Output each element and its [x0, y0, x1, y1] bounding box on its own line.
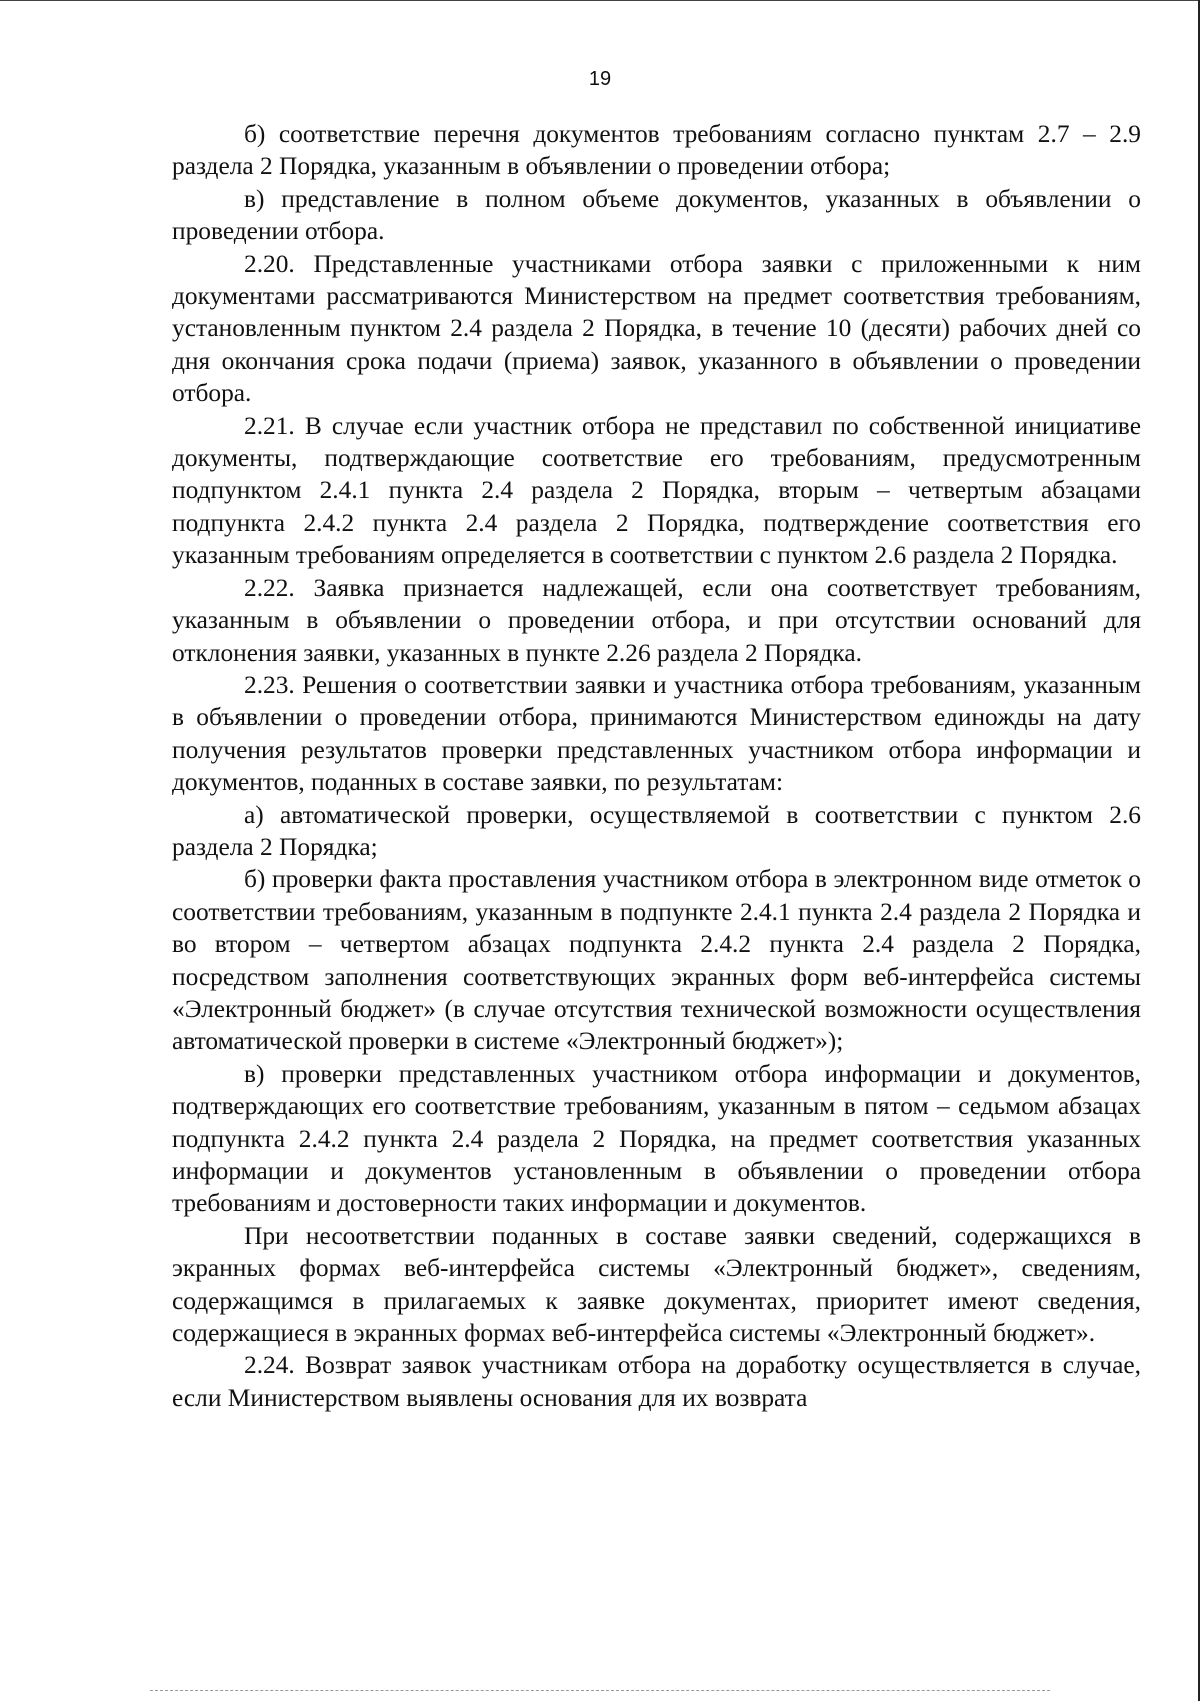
- paragraph-2-24: 2.24. Возврат заявок участникам отбора на доработку осуществляется в случае, если Министерством выявлены основания для их возврата: [172, 1351, 1141, 1412]
- paragraph-2-21: 2.21. В случае если участник отбора не представил по собственной инициативе документы, подтверждающие соответствие его требованиям, предусмотренным подпунктом 2.4.1 пункта 2.4 раздела 2 Порядка, вторым – четвертым абзацами подпункта 2.4.2 пункта 2.4 раздела 2 Порядка, подтверждение соответствия его указанным требованиям определяется в соответствии с пунктом 2.6 раздела 2 Порядка.: [172, 411, 1141, 570]
- paragraph-2-22: 2.22. Заявка признается надлежащей, если она соответствует требованиям, указанным в объявлении о проведении отбора, и при отсутствии оснований для отклонения заявки, указанных в пункте 2.26 раздела 2 Порядка.: [172, 573, 1141, 667]
- paragraph-2-23-v: в) проверки представленных участником отбора информации и документов, подтверждающих его соответствие требованиям, указанным в пятом – седьмом абзацах подпункта 2.4.2 пункта 2.4 раздела 2 Порядка, на предмет соответствия указанных информации и документов установленным в объявлении о проведении отбора требованиям и достоверности таких информации и документов.: [172, 1059, 1141, 1218]
- paragraph-priority-note: При несоответствии поданных в составе заявки сведений, содержащихся в экранных формах веб-интерфейса системы «Электронный бюджет», сведениям, содержащимся в прилагаемых к заявке документах, приоритет имеют сведения, содержащиеся в экранных формах веб-интерфейса системы «Электронный бюджет».: [172, 1221, 1141, 1348]
- paragraph-2-23-b: б) проверки факта проставления участником отбора в электронном виде отметок о соответствии требованиям, указанным в подпункте 2.4.1 пункта 2.4 раздела 2 Порядка и во втором – четвертом абзацах подпункта 2.4.2 пункта 2.4 раздела 2 Порядка, посредством заполнения соответствующих экранных форм веб-интерфейса системы «Электронный бюджет» (в случае отсутствия технической возможности осуществления автоматической проверки в системе «Электронный бюджет»);: [172, 865, 1141, 1056]
- scan-top-edge: [0, 0, 1200, 1]
- document-body: [172, 118, 1141, 1414]
- paragraph-item-v: в) представление в полном объеме документов, указанных в объявлении о проведении отбора.: [172, 184, 1141, 246]
- page-number: 19: [588, 68, 612, 90]
- paragraph-2-20: 2.20. Представленные участниками отбора заявки с приложенными к ним документами рассматриваются Министерством на предмет соответствия требованиям, установленным пунктом 2.4 раздела 2 Порядка, в течение 10 (десяти) рабочих дней со дня окончания срока подачи (приема) заявок, указанного в объявлении о проведении отбора.: [172, 249, 1141, 408]
- paragraph-2-23-a: а) автоматической проверки, осуществляемой в соответствии с пунктом 2.6 раздела 2 Порядка;: [172, 800, 1141, 861]
- paragraph-2-23: 2.23. Решения о соответствии заявки и участника отбора требованиям, указанным в объявлении о проведении отбора, принимаются Министерством единожды на дату получения результатов проверки представленных участником отбора информации и документов, поданных в составе заявки, по результатам:: [172, 670, 1141, 797]
- scan-bottom-edge: [150, 1690, 1050, 1691]
- paragraph-item-b: б) соответствие перечня документов требованиям согласно пунктам 2.7 – 2.9 раздела 2 Порядка, указанным в объявлении о проведении отбора;: [172, 120, 1141, 181]
